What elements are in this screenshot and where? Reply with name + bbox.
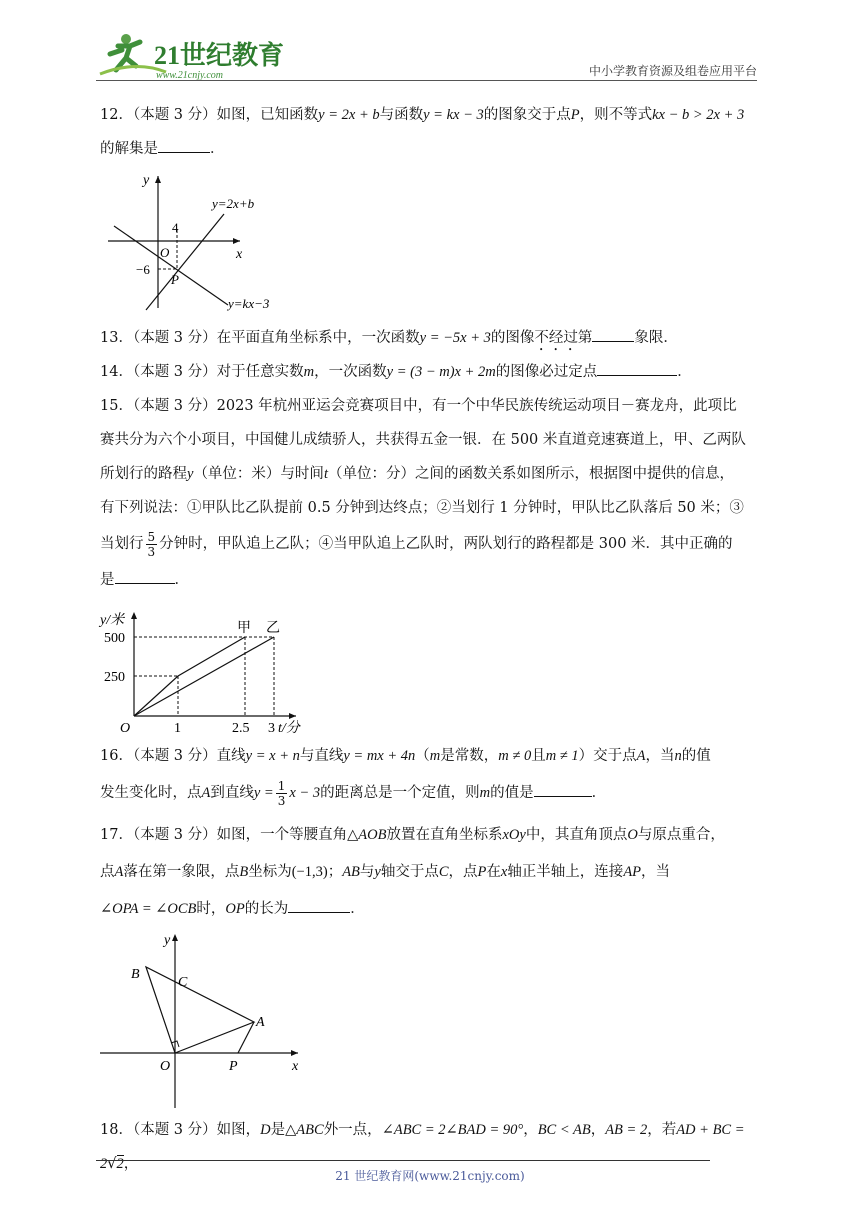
q13-emphasis: 不经过 bbox=[534, 330, 578, 346]
q18-triangle: △ABC bbox=[285, 1122, 324, 1138]
q15-text: （单位：分）之间的函数关系如图所示，根据图中提供的信息， bbox=[327, 466, 734, 482]
point-p-label: P bbox=[171, 272, 179, 287]
answer-blank[interactable] bbox=[288, 896, 350, 913]
q17-point: B bbox=[239, 864, 249, 880]
series-label-yi: 乙 bbox=[266, 621, 280, 636]
q17-point: O bbox=[627, 827, 638, 843]
sqrt-icon: √ bbox=[107, 1156, 117, 1172]
footer-text: 21 世纪教育网(www.21cnjy.com) bbox=[335, 1169, 525, 1183]
q15-text: （单位：米）与时间 bbox=[193, 466, 324, 482]
fraction-denominator: 3 bbox=[147, 544, 156, 559]
axis-label-x: x bbox=[292, 1059, 299, 1074]
q16-text: 的值是 bbox=[490, 785, 534, 801]
q18-text: 外一点， bbox=[323, 1122, 382, 1138]
q16-var: m bbox=[479, 785, 491, 801]
y-axis-arrow-icon bbox=[131, 612, 137, 619]
q16-text: 16．（本题 3 分）直线 bbox=[100, 748, 246, 764]
fraction-numerator: 5 bbox=[147, 529, 156, 544]
y-axis-arrow-icon bbox=[172, 934, 178, 941]
q17-segment: AP bbox=[623, 864, 642, 880]
q16-point: A bbox=[636, 748, 646, 764]
q18-text: 18．（本题 3 分）如图， bbox=[100, 1122, 261, 1138]
q17-text: ，当 bbox=[641, 864, 671, 880]
q17-text: 与 bbox=[359, 864, 375, 880]
q12-inequality: kx − b > 2x + 3 bbox=[652, 107, 745, 123]
x-axis-arrow-icon bbox=[291, 1050, 298, 1056]
tick-label-2-5: 2.5 bbox=[232, 721, 250, 736]
q15-text: 是 bbox=[100, 572, 115, 588]
tick-label-4: 4 bbox=[172, 220, 179, 235]
q16-fraction bbox=[276, 779, 288, 808]
q16-text: ． bbox=[591, 785, 607, 801]
q12-point: P bbox=[570, 107, 580, 123]
q17-text: 轴正半轴上，连接 bbox=[507, 864, 624, 880]
q16-text: （ bbox=[415, 748, 430, 764]
q17-text: 轴交于点 bbox=[380, 864, 439, 880]
point-a-label: A bbox=[256, 1015, 265, 1030]
point-c-label: C bbox=[178, 975, 188, 990]
q18-text: ， bbox=[123, 1156, 139, 1172]
q17-point: C bbox=[438, 864, 449, 880]
q17-point: P bbox=[477, 864, 487, 880]
answer-blank[interactable] bbox=[115, 567, 175, 584]
origin-label: O bbox=[120, 721, 131, 736]
q12-text: 12．（本题 3 分）如图，已知函数 bbox=[100, 107, 319, 123]
logo-brand-text: 21世纪教育 bbox=[154, 41, 285, 70]
q15-text: 所划行的路程 bbox=[100, 466, 187, 482]
question-15 bbox=[100, 389, 762, 597]
q16-text: 的距离总是一个定值，则 bbox=[320, 785, 480, 801]
q15-fraction bbox=[146, 530, 158, 559]
answer-blank[interactable] bbox=[597, 359, 677, 376]
q17-var: y bbox=[374, 864, 381, 880]
x-axis-arrow-icon bbox=[289, 713, 296, 719]
q12-func-2: y = kx − 3 bbox=[423, 107, 484, 123]
q12-text: 的解集是 bbox=[100, 141, 158, 157]
question-12 bbox=[100, 98, 762, 166]
triangle-aob bbox=[146, 967, 254, 1053]
q14-text: ． bbox=[677, 364, 692, 380]
q12-text: ，则不等式 bbox=[579, 107, 653, 123]
q15-text: 当划行 bbox=[100, 536, 144, 552]
q17-text: 点 bbox=[100, 864, 115, 880]
q15-var: y bbox=[187, 466, 194, 482]
q15-text: 赛共分为六个小项目，中国健儿成绩骄人，共获得五金一银．在 500 米直道竞速赛道上，甲、乙两队 bbox=[100, 432, 746, 448]
q13-func: y = −5x + 3 bbox=[419, 330, 491, 346]
q17-point: A bbox=[114, 864, 124, 880]
q16-func-1: y = x + n bbox=[245, 748, 300, 764]
point-p-label: P bbox=[229, 1059, 238, 1074]
q17-segment: AB bbox=[342, 864, 360, 880]
q12-graph bbox=[100, 168, 290, 318]
q14-text: 14．（本题 3 分）对于任意实数 bbox=[100, 364, 304, 380]
q15-text: 有下列说法：①甲队比乙队提前 0.5 分钟到达终点；②当划行 1 分钟时，甲队比乙队落后 50 米；③ bbox=[100, 500, 744, 516]
q17-condition: ∠OPA = ∠OCB bbox=[100, 901, 197, 917]
q18-text: 是 bbox=[270, 1122, 286, 1138]
origin-label: O bbox=[160, 245, 170, 260]
q16-cond: m ≠ 1 bbox=[545, 748, 579, 764]
q15-text: ． bbox=[174, 572, 189, 588]
q17-var: x bbox=[500, 864, 508, 880]
tick-label-3: 3 bbox=[268, 721, 275, 736]
question-14 bbox=[100, 355, 762, 389]
q16-func-2: y = mx + 4n bbox=[343, 748, 416, 764]
line-label-a: y=2x+b bbox=[212, 196, 255, 211]
q12-text: 与函数 bbox=[379, 107, 424, 123]
q16-cond: m ≠ 0 bbox=[498, 748, 532, 764]
q17-text: 17．（本题 3 分）如图，一个等腰直角 bbox=[100, 827, 348, 843]
q16-text: 且 bbox=[531, 748, 546, 764]
fraction-numerator: 1 bbox=[277, 778, 286, 793]
header-divider bbox=[96, 80, 757, 81]
header-platform-text: 中小学教育资源及组卷应用平台 bbox=[588, 64, 757, 78]
q14-var: m bbox=[303, 364, 315, 380]
tick-label-250: 250 bbox=[104, 670, 125, 685]
point-b-label: B bbox=[131, 967, 140, 982]
q16-text: 的值 bbox=[681, 748, 711, 764]
site-logo bbox=[96, 30, 285, 82]
q16-var: m bbox=[429, 748, 441, 764]
q16-text: 到直线 bbox=[210, 785, 254, 801]
q15-text: 分钟时，甲队追上乙队；④当甲队追上乙队时，两队划行的路程都是 300 米．其中正确的 bbox=[159, 536, 733, 552]
q17-graph bbox=[98, 930, 308, 1110]
q16-text: 与直线 bbox=[299, 748, 344, 764]
q12-text: ． bbox=[210, 141, 225, 157]
q17-text: ； bbox=[327, 864, 343, 880]
q16-text: ，当 bbox=[645, 748, 675, 764]
q15-graph bbox=[100, 604, 320, 742]
axis-label-x: t/分 bbox=[278, 721, 300, 736]
q16-text: 是常数， bbox=[440, 748, 499, 764]
q18-text: ，若 bbox=[647, 1122, 677, 1138]
q15-var: t bbox=[323, 466, 328, 482]
question-16 bbox=[100, 739, 762, 813]
q17-triangle: △AOB bbox=[347, 827, 387, 843]
axis-label-y: y bbox=[164, 933, 171, 948]
q18-condition: AB = 2 bbox=[605, 1122, 648, 1138]
q18-condition: ∠ABC = 2∠BAD = 90° bbox=[381, 1122, 524, 1138]
x-axis-arrow-icon bbox=[233, 238, 240, 244]
q17-text: 中，其直角顶点 bbox=[525, 827, 628, 843]
q13-text: 13．（本题 3 分）在平面直角坐标系中，一次函数 bbox=[100, 330, 420, 346]
q16-text: ）交于点 bbox=[578, 748, 637, 764]
q15-text: 15．（本题 3 分）2023 年杭州亚运会竞赛项目中，有一个中华民族传统运动项目－赛龙舟，此项比 bbox=[100, 398, 737, 414]
q17-text: ，点 bbox=[448, 864, 478, 880]
segment-ap bbox=[238, 1022, 254, 1053]
logo-url-text: www.21cnjy.com bbox=[156, 70, 224, 81]
axis-label-y: y bbox=[143, 173, 150, 188]
q17-text: ． bbox=[350, 901, 365, 917]
question-17 bbox=[100, 818, 762, 926]
q13-text: 象限． bbox=[634, 330, 678, 346]
q16-var: n bbox=[674, 748, 682, 764]
q16-point: A bbox=[201, 785, 211, 801]
q12-text: 的图象交于点 bbox=[483, 107, 571, 123]
q17-segment: OP bbox=[225, 901, 245, 917]
question-13 bbox=[100, 321, 762, 355]
q13-text: 第 bbox=[577, 330, 593, 346]
q16-func-3: x − 3 bbox=[289, 785, 321, 801]
q18-radicand: 2 bbox=[116, 1156, 124, 1172]
tick-label-neg6: −6 bbox=[136, 262, 150, 277]
runner-logo-icon bbox=[96, 30, 285, 82]
series-label-jia: 甲 bbox=[237, 621, 251, 636]
q17-text: 时， bbox=[196, 901, 226, 917]
q16-func-3: y = bbox=[253, 785, 274, 801]
q18-text: ， bbox=[523, 1122, 538, 1138]
q12-func-1: y = 2x + b bbox=[318, 107, 380, 123]
origin-label: O bbox=[160, 1059, 171, 1074]
q14-text: ，一次函数 bbox=[314, 364, 387, 380]
q17-text: 坐标为 bbox=[248, 864, 292, 880]
q14-func: y = (3 − m)x + 2m bbox=[386, 364, 496, 380]
q17-system: xOy bbox=[502, 827, 526, 843]
tick-label-500: 500 bbox=[104, 631, 125, 646]
q17-text: 放置在直角坐标系 bbox=[386, 827, 503, 843]
q17-text: 与原点重合， bbox=[637, 827, 725, 843]
q18-condition: BC < AB bbox=[537, 1122, 591, 1138]
axis-label-y: y/米 bbox=[100, 613, 125, 628]
fraction-denominator: 3 bbox=[277, 793, 286, 808]
tick-label-1: 1 bbox=[174, 721, 181, 736]
answer-blank[interactable] bbox=[534, 780, 592, 797]
footer-divider bbox=[96, 1160, 710, 1161]
answer-blank[interactable] bbox=[158, 136, 210, 153]
q17-text: 的长为 bbox=[244, 901, 289, 917]
answer-blank[interactable] bbox=[592, 325, 634, 342]
q17-coordinate: (−1,3) bbox=[291, 864, 328, 880]
q17-text: 在 bbox=[486, 864, 501, 880]
line-ykx-3 bbox=[114, 226, 228, 305]
q17-text: 落在第一象限，点 bbox=[123, 864, 240, 880]
q13-text: 的图像 bbox=[490, 330, 535, 346]
q18-text: ， bbox=[590, 1122, 606, 1138]
q18-point: D bbox=[260, 1122, 271, 1138]
q16-text: 发生变化时，点 bbox=[100, 785, 202, 801]
q18-condition: AD + BC = 2 bbox=[100, 1122, 745, 1172]
line-label-b: y=kx−3 bbox=[228, 296, 270, 311]
y-axis-arrow-icon bbox=[155, 176, 161, 183]
axis-label-x: x bbox=[236, 247, 243, 262]
q14-text: 的图像必过定点 bbox=[495, 364, 598, 380]
